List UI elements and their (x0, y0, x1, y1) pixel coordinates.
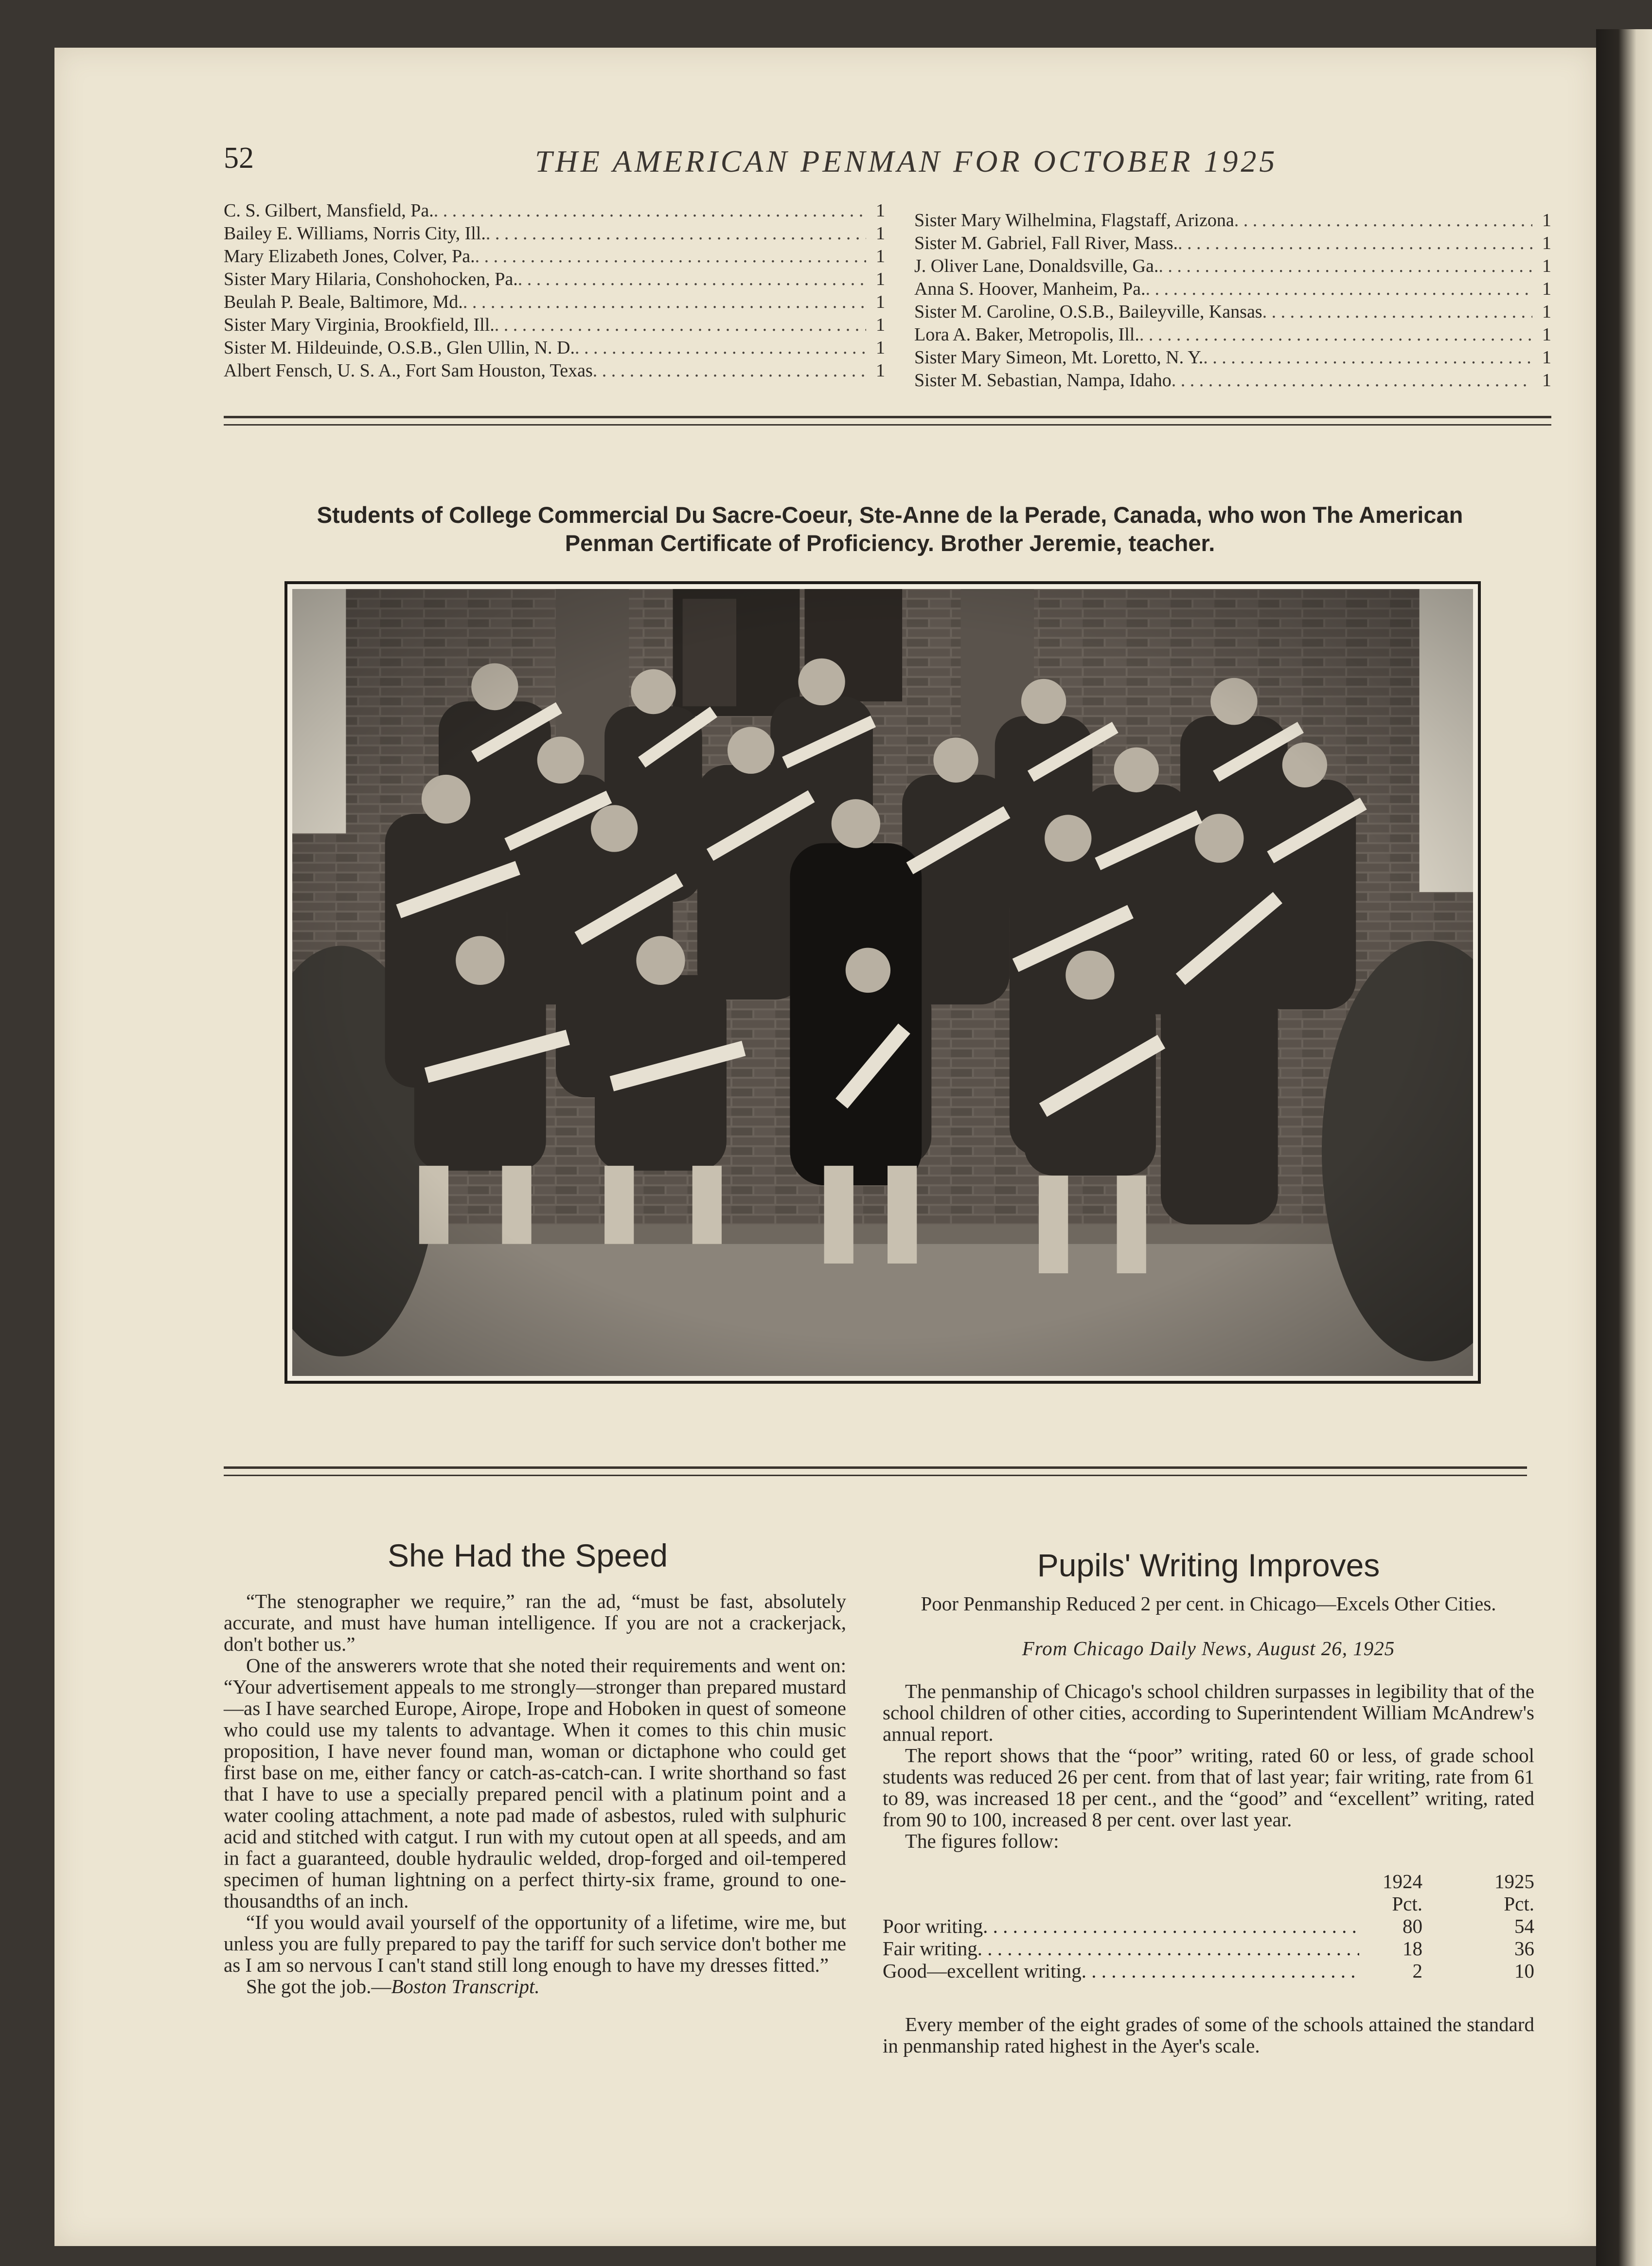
roster-entry: Beulah P. Beale, Baltimore, Md. . . . 1 (224, 291, 885, 314)
roster-entry: Sister Mary Hilaria, Conshohocken, Pa. . . . 1 (224, 268, 885, 291)
roster-entry: Sister M. Hildeuinde, O.S.B., Glen Ullin, N. D. . . . 1 (224, 337, 885, 359)
section-divider (224, 1466, 1527, 1476)
source-credit: Boston Transcript. (391, 1975, 540, 1998)
roster-entry: Mary Elizabeth Jones, Colver, Pa. . . . 1 (224, 245, 885, 268)
table-header-row: Pct. Pct. (1392, 1892, 1534, 1915)
roster-entry: Anna S. Hoover, Manheim, Pa. . . . 1 (914, 278, 1551, 301)
paragraph: One of the answerers wrote that she noted their requirements and went on: “Your advertisement appeals to me strongly—stronger than prepared mustard—as I have searched Europe, Airope, Irope and Hoboken in quest of someone who could use my talents to advantage. When it comes to this chin music proposition, I have never found man, woman or dictaphone who could get first base on me, either fancy or catch-as-catch-can. I write shorthand so fast that I have to use a specially prepared pencil with a platinum point and a water cooling attachment, a note pad made of asbestos, ruled with sulphuric acid and stitched with catgut. I run with my cutout open at all speeds, and am in fact a guaranteed, double hydraulic welded, drop-forged and oil-tempered specimen of human lightning on a perfect thirty-six frame, ground to one-thousandths of an inch. (224, 1654, 846, 1912)
table-header-row: 1924 1925 (1383, 1870, 1534, 1892)
running-head: THE AMERICAN PENMAN FOR OCTOBER 1925 (535, 144, 1278, 178)
certificate-roster-left (224, 199, 885, 382)
paragraph: The figures follow: (905, 1830, 1059, 1852)
roster-entry: Sister Mary Wilhelmina, Flagstaff, Arizona . . . 1 (914, 209, 1551, 232)
figures-table (883, 1870, 1534, 1982)
source-credit: From Chicago Daily News, August 26, 1925 (1022, 1637, 1395, 1659)
paragraph: “If you would avail yourself of the opportunity of a lifetime, wire me, but unless you are fully prepared to pay the tariff for such service don't bother me as I am so nervous I can't stand still long enough to have my dresses fitted.” (224, 1911, 846, 1976)
book-edge (1596, 29, 1652, 2266)
group-photo-image (292, 589, 1473, 1376)
paragraph: The report shows that the “poor” writing, rated 60 or less, of grade school students was reduced 26 per cent. from that of last year; fair writing, rate from 61 to 89, was increased 18 per cent., and the “good” and “excellent” writing, rated from 90 to 100, increased 8 per cent. over last year. (883, 1744, 1534, 1831)
paragraph: Every member of the eight grades of some of the schools attained the standard in penmanship rated highest in the Ayer's scale. (883, 2013, 1534, 2057)
roster-entry: Sister M. Sebastian, Nampa, Idaho . . . 1 (914, 369, 1551, 392)
photo-caption: Students of College Commercial Du Sacre-Coeur, Ste-Anne de la Perade, Canada, who won The American Penman Certificate of Proficiency. Brother Jeremie, teacher. (317, 502, 1463, 556)
roster-entry: Sister Mary Simeon, Mt. Loretto, N. Y. . . . 1 (914, 346, 1551, 369)
table-row: Fair writing . . . 18 36 (883, 1937, 1534, 1960)
section-divider (224, 416, 1551, 426)
story-body-pupils (883, 1680, 1534, 1852)
story-title-pupils: Pupils' Writing Improves (1037, 1547, 1380, 1583)
story-closing (883, 2014, 1534, 2056)
story-body-speed (224, 1590, 846, 1997)
roster-entry: Sister Mary Virginia, Brookfield, Ill. . . . 1 (224, 314, 885, 337)
table-row: Good—excellent writing . . . 2 10 (883, 1960, 1534, 1982)
certificate-roster-right (914, 209, 1551, 392)
roster-entry: C. S. Gilbert, Mansfield, Pa. . . . 1 (224, 199, 885, 222)
paragraph: The penmanship of Chicago's school children surpasses in legibility that of the school children of other cities, according to Superintendent William McAndrew's annual report. (883, 1680, 1534, 1745)
page-number: 52 (224, 142, 254, 175)
paragraph-closing: She got the job.—Boston Transcript. (246, 1975, 540, 1998)
roster-entry: J. Oliver Lane, Donaldsville, Ga. . . . 1 (914, 255, 1551, 278)
roster-entry: Sister M. Gabriel, Fall River, Mass. . . . 1 (914, 232, 1551, 255)
paragraph: “The stenographer we require,” ran the ad, “must be fast, absolutely accurate, and must have human intelligence. If you are not a crackerjack, don't bother us.” (224, 1590, 846, 1655)
roster-entry: Albert Fensch, U. S. A., Fort Sam Houston, Texas . . . 1 (224, 359, 885, 382)
roster-entry: Sister M. Caroline, O.S.B., Baileyville, Kansas . . . 1 (914, 301, 1551, 323)
group-photo (284, 581, 1481, 1384)
roster-entry: Lora A. Baker, Metropolis, Ill. . . . 1 (914, 323, 1551, 346)
roster-entry: Bailey E. Williams, Norris City, Ill. . . . 1 (224, 222, 885, 245)
story-subtitle: Poor Penmanship Reduced 2 per cent. in Chicago—Excels Other Cities. (921, 1592, 1496, 1615)
story-title-speed: She Had the Speed (387, 1537, 668, 1573)
table-row: Poor writing . . . 80 54 (883, 1915, 1534, 1937)
